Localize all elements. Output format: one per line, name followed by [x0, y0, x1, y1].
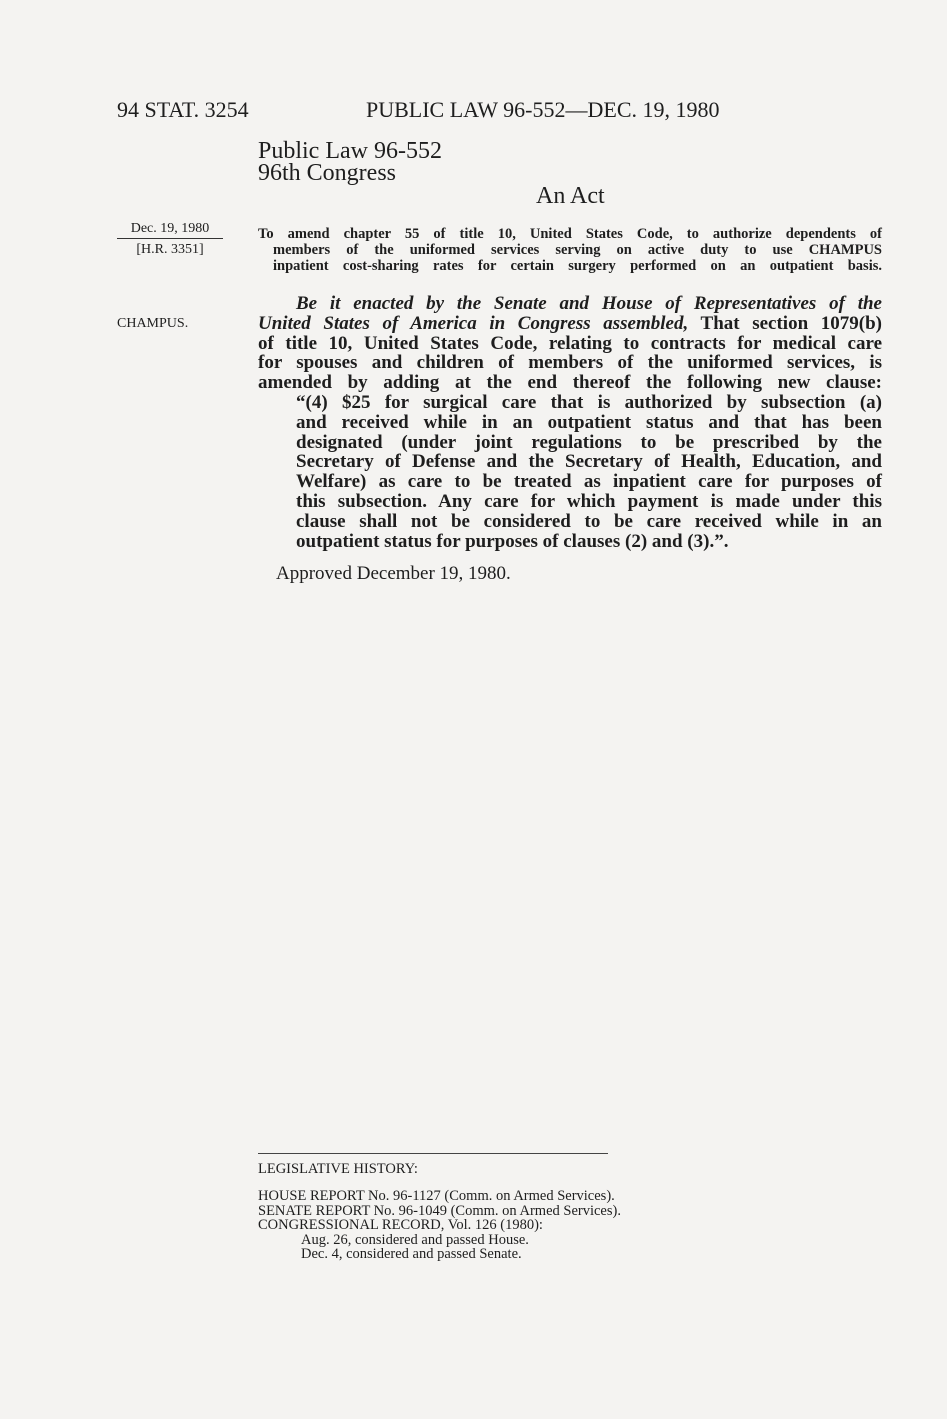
history-subline: Aug. 26, considered and passed House.	[301, 1231, 529, 1248]
history-rule	[258, 1153, 608, 1154]
clause-line: “(4) $25 for surgical care that is authorized by subsection (a)	[296, 391, 882, 413]
clause-line: clause shall not be considered to be care received while in an	[296, 510, 882, 532]
clause-line: outpatient status for purposes of clauses (2) and (3).”.	[296, 530, 729, 552]
stat-page-number: 94 STAT. 3254	[117, 97, 249, 122]
history-line: HOUSE REPORT No. 96-1127 (Comm. on Armed Services).	[258, 1188, 615, 1204]
margin-note: CHAMPUS.	[117, 316, 189, 331]
history-subline: Dec. 4, considered and passed Senate.	[301, 1246, 522, 1262]
enacting-line-2: United States of America in Congress assembled,	[258, 312, 689, 334]
clause-line: this subsection. Any care for which payment is made under this	[296, 490, 882, 512]
enacting-line-1: Be it enacted by the Senate and House of Representatives of the	[296, 293, 882, 314]
margin-rule	[117, 238, 223, 239]
purpose-line: members of the uniformed services serving on active duty to use CHAMPUS	[273, 242, 882, 258]
enacting-continuation: That section 1079(b)	[688, 312, 882, 334]
act-body	[258, 294, 882, 584]
running-title: PUBLIC LAW 96-552—DEC. 19, 1980	[366, 97, 720, 122]
clause-line: and received while in an outpatient status and that has been	[296, 411, 882, 433]
body-line: of title 10, United States Code, relating to contracts for medical care	[258, 332, 882, 354]
clause-line: Welfare) as care to be treated as inpatient care for purposes of	[296, 471, 882, 493]
margin-bill: [H.R. 3351]	[136, 242, 204, 257]
margin-date: Dec. 19, 1980	[130, 221, 210, 236]
body-line: for spouses and children of members of the uniformed services, is	[258, 352, 882, 374]
history-line: CONGRESSIONAL RECORD, Vol. 126 (1980):	[258, 1217, 543, 1233]
history-list	[258, 1189, 621, 1262]
law-number: Public Law 96-552	[258, 138, 442, 164]
act-purpose	[258, 226, 882, 274]
clause-line: Secretary of Defense and the Secretary of Health, Education, and	[296, 451, 882, 473]
purpose-line: inpatient cost-sharing rates for certain surgery performed on an outpatient basis.	[273, 258, 882, 274]
congress: 96th Congress	[258, 160, 396, 186]
history-heading: LEGISLATIVE HISTORY:	[258, 1161, 418, 1177]
approved-date: Approved December 19, 1980.	[276, 563, 511, 585]
body-line: amended by adding at the end thereof the following new clause:	[258, 372, 882, 394]
purpose-line: To amend chapter 55 of title 10, United States Code, to authorize dependents of	[258, 226, 882, 242]
clause-line: designated (under joint regulations to be prescribed by the	[296, 431, 882, 453]
history-line: SENATE REPORT No. 96-1049 (Comm. on Armed Services).	[258, 1202, 621, 1219]
act-heading: An Act	[536, 183, 605, 209]
